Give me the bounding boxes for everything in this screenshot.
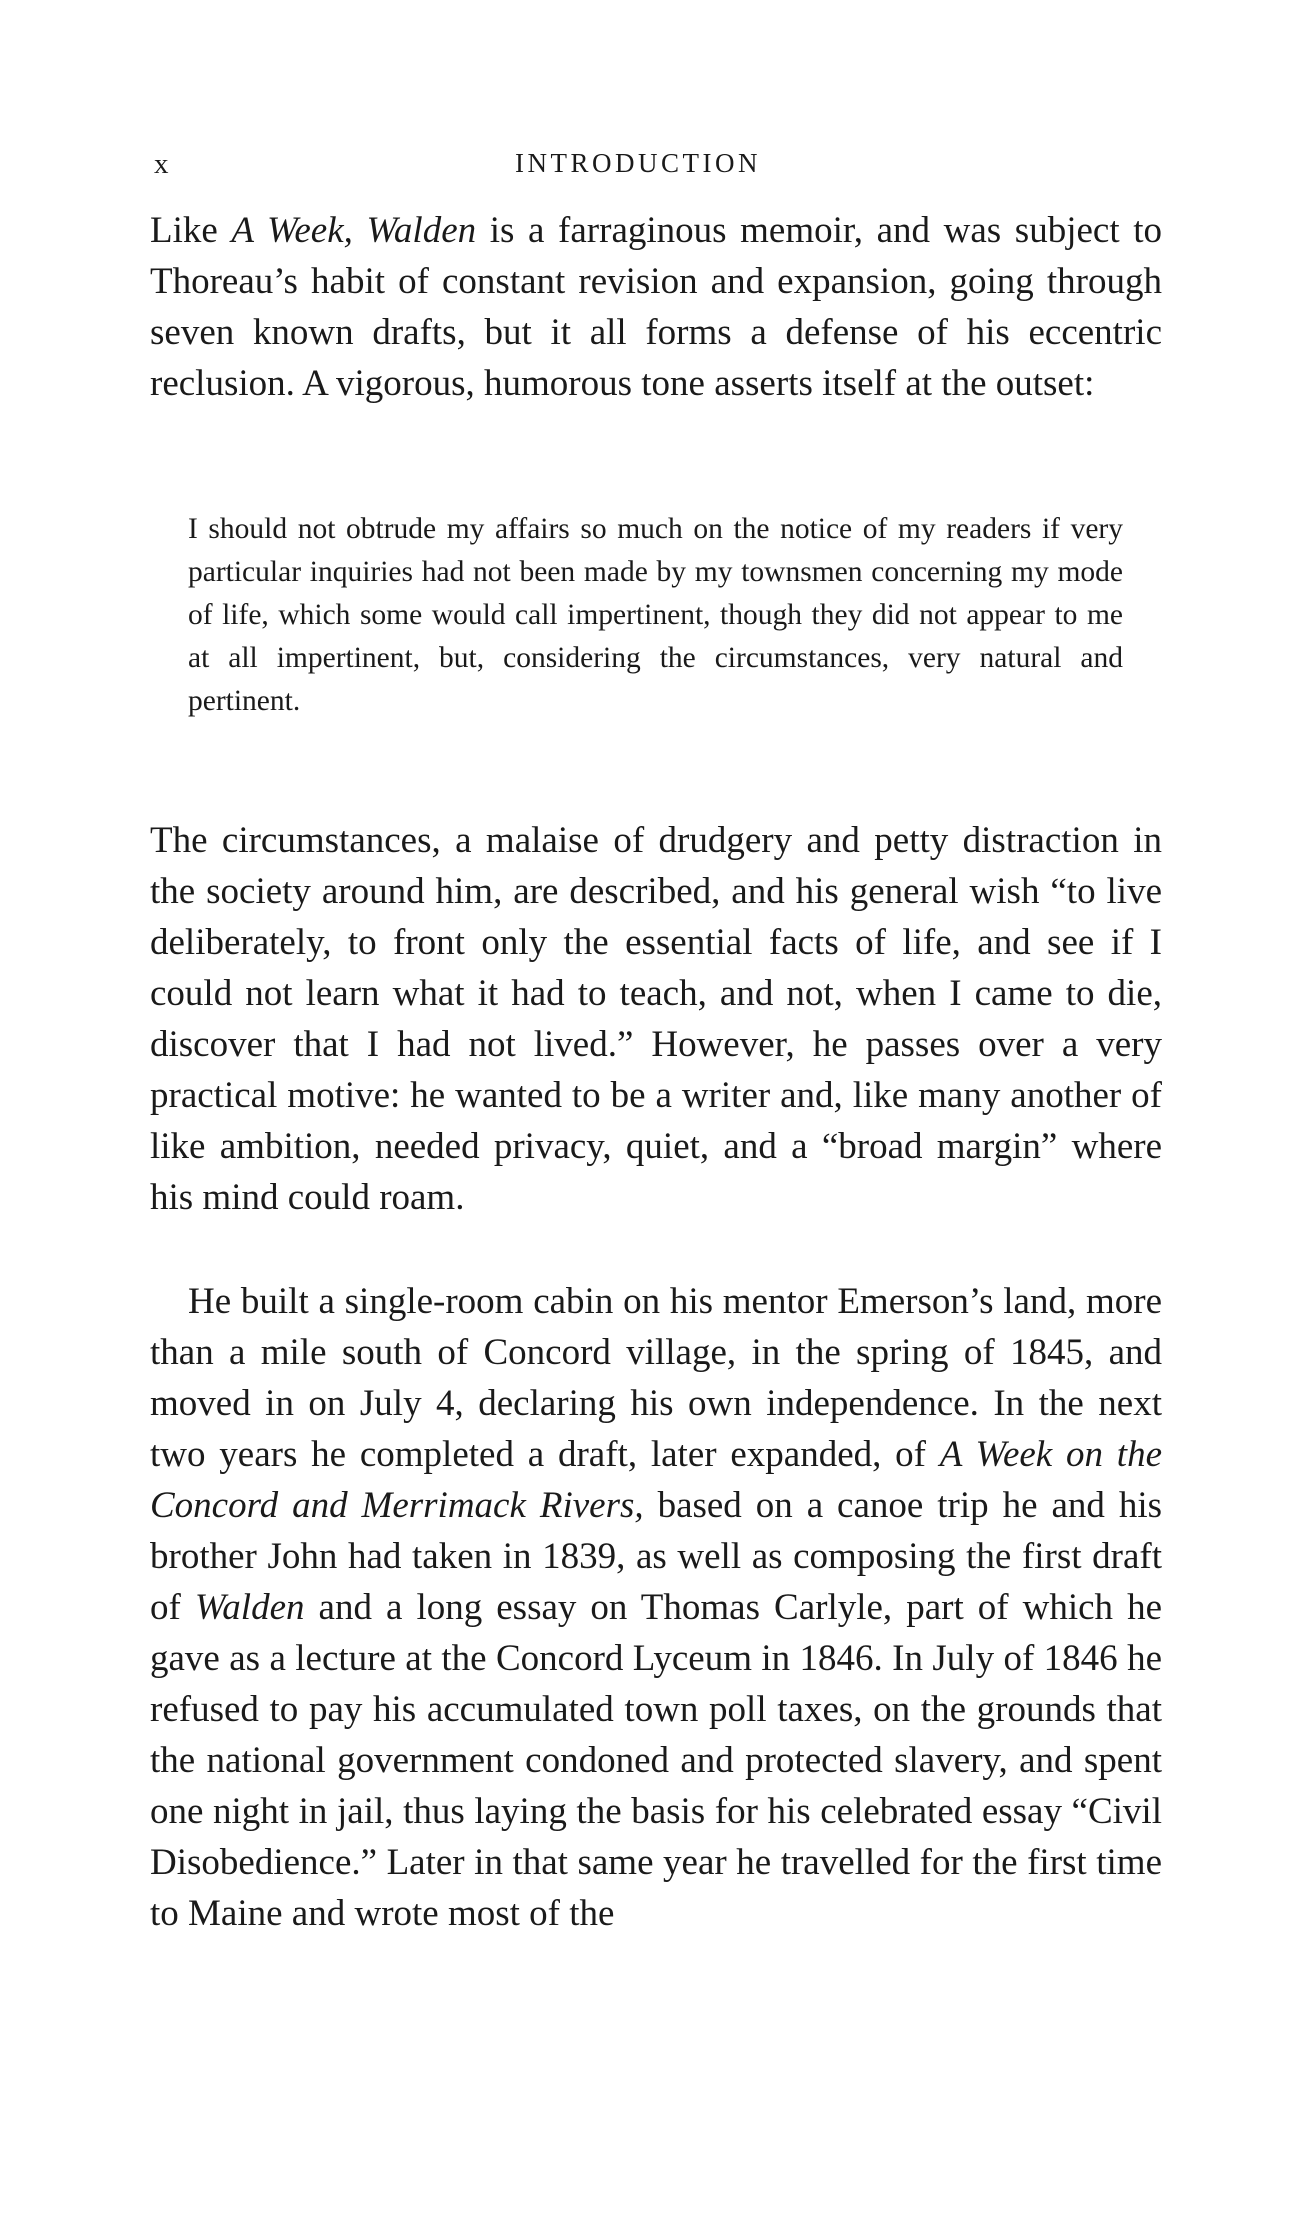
paragraph-2-text: The circumstances, a malaise of drudgery and petty distraction in the society around him, are described, and his general wish “to live deliberately, to front only the essential facts of life, and see if I could not learn what it had to teach, and not, when I came to die, discover that I had not lived.” However, he passes over a very practical motive: he wanted to be a writer and, like many another of like ambition, needed privacy, quiet, and a “broad margin” where his mind could roam. — [150, 820, 1162, 1218]
paragraph-3 — [150, 1276, 1162, 1939]
paragraph-3-text-b: based on a canoe trip he and his brother John had taken in 1839, as well as composing the first draft of — [150, 1485, 1162, 1628]
paragraph-3-text-a: He built a single-room cabin on his mentor Emerson’s land, more than a mile south of Concord village, in the spring of 1845, and moved in on July 4, declaring his own independence. In the next two years he completed a draft, later expanded, of — [150, 1281, 1162, 1475]
paragraph-3-italic-title-b: Walden — [194, 1587, 305, 1628]
running-head — [150, 148, 1162, 184]
block-quote-text: I should not obtrude my affairs so much on the notice of my readers if very particular inquiries had not been made by my townsmen concerning my mode of life, which some would call impertinent, though they did not appear to me at all impertinent, but, considering the circumstances, very natural and pertinent. — [188, 513, 1123, 717]
paragraph-1-italic-title: A Week, Walden — [231, 210, 477, 251]
paragraph-3-text-c: and a long essay on Thomas Carlyle, part of which he gave as a lecture at the Concord Lyceum in 1846. In July of 1846 he refused to pay his accumulated town poll taxes, on the grounds that the national government condoned and protected slavery, and spent one night in jail, thus laying the basis for his celebrated essay “Civil Disobedience.” Later in that same year he travelled for the first time to Maine and wrote most of the — [150, 1587, 1162, 1934]
paragraph-1-text-a: Like — [150, 210, 232, 251]
paragraph-2 — [150, 815, 1162, 1223]
section-title: INTRODUCTION — [515, 148, 761, 178]
book-page — [150, 0, 1162, 2235]
paragraph-3-italic-title-a: A Week on the Concord and Merrimack Rivers, — [150, 1434, 1162, 1526]
block-quote — [188, 508, 1123, 723]
paragraph-1 — [150, 205, 1162, 409]
page-number: x — [154, 148, 170, 180]
paragraph-1-text-b: is a farraginous memoir, and was subject to Thoreau’s habit of constant revision and expansion, going through seven known drafts, but it all forms a defense of his eccentric reclusion. A vigorous, humorous tone asserts itself at the outset: — [150, 210, 1162, 404]
